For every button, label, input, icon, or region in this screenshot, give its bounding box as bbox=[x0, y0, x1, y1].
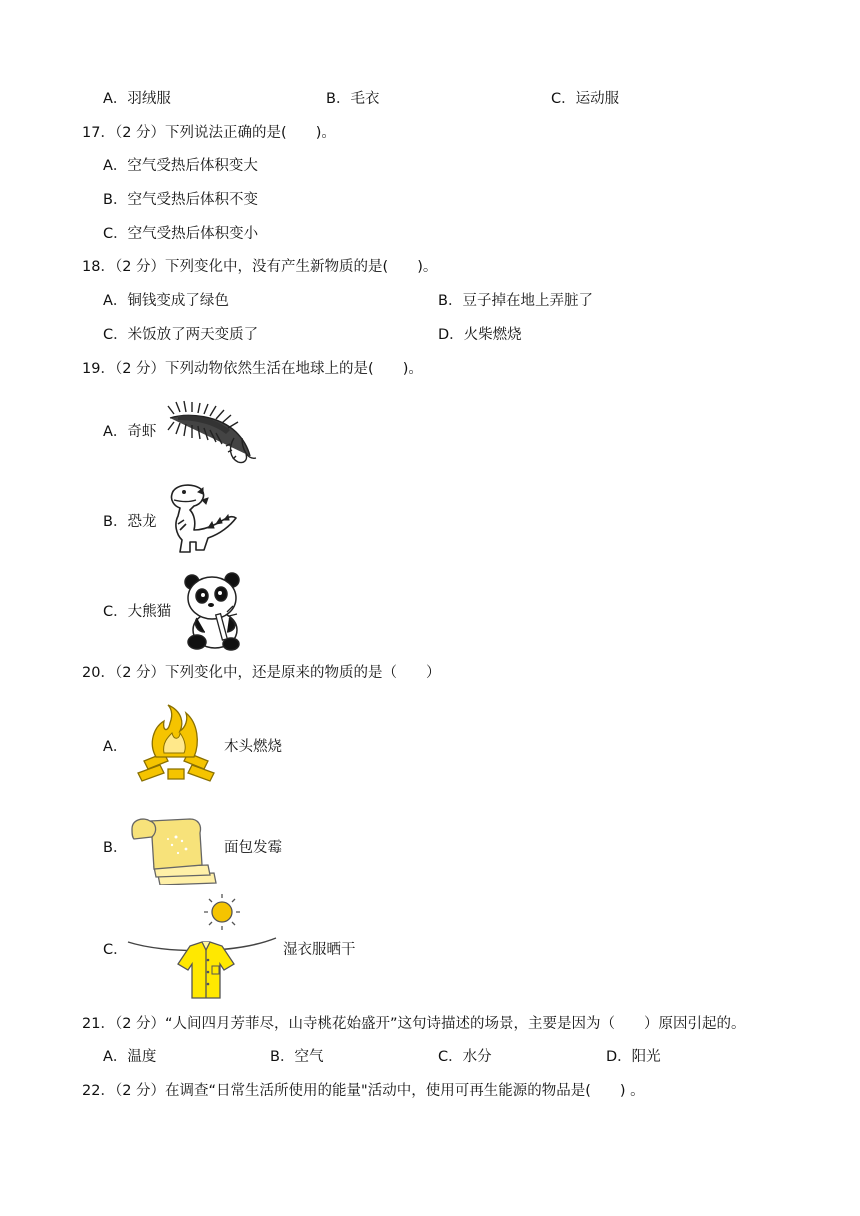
q18-option-c[interactable]: C．米饭放了两天变质了 bbox=[103, 327, 259, 343]
q22-stem: 22．（2 分）在调查“日常生活所使用的能量"活动中，使用可再生能源的物品是( ) 。 bbox=[82, 1083, 645, 1099]
q19-option-b[interactable]: B．恐龙 bbox=[103, 514, 157, 530]
q17-option-a[interactable]: A．空气受热后体积变大 bbox=[103, 158, 258, 174]
q16-option-a[interactable]: A．羽绒服 bbox=[103, 91, 171, 107]
q20-option-a[interactable]: A． bbox=[103, 739, 128, 755]
q18-option-b[interactable]: B．豆子掉在地上弄脏了 bbox=[438, 293, 593, 309]
dinosaur-icon bbox=[164, 480, 240, 558]
q20-option-b[interactable]: B． bbox=[103, 840, 128, 856]
q19-option-a[interactable]: A．奇虾 bbox=[103, 424, 157, 440]
q17-option-c[interactable]: C．空气受热后体积变小 bbox=[103, 226, 259, 242]
panda-icon bbox=[183, 572, 247, 652]
q16-option-b[interactable]: B．毛衣 bbox=[326, 91, 380, 107]
q20-option-b-label: 面包发霉 bbox=[224, 840, 282, 856]
q17-stem: 17．（2 分）下列说法正确的是( )。 bbox=[82, 125, 336, 141]
q20-option-a-label: 木头燃烧 bbox=[224, 739, 282, 755]
q16-option-c[interactable]: C．运动服 bbox=[551, 91, 620, 107]
q21-option-d[interactable]: D．阳光 bbox=[606, 1049, 661, 1065]
drying-shirt-icon bbox=[126, 890, 278, 1004]
q20-option-c[interactable]: C． bbox=[103, 942, 128, 958]
bread-icon bbox=[128, 815, 220, 885]
campfire-icon bbox=[134, 703, 218, 783]
q18-option-d[interactable]: D．火柴燃烧 bbox=[438, 327, 522, 343]
q21-option-a[interactable]: A．温度 bbox=[103, 1049, 157, 1065]
q21-stem: 21．（2 分）“人间四月芳菲尽，山寺桃花始盛开”这句诗描述的场景，主要是因为（ ）原因引起的。 bbox=[82, 1016, 746, 1032]
q21-option-c[interactable]: C．水分 bbox=[438, 1049, 492, 1065]
q21-option-b[interactable]: B．空气 bbox=[270, 1049, 324, 1065]
q19-stem: 19．（2 分）下列动物依然生活在地球上的是( )。 bbox=[82, 361, 423, 377]
q19-option-c[interactable]: C．大熊猫 bbox=[103, 604, 172, 620]
q20-option-c-label: 湿衣服晒干 bbox=[283, 942, 356, 958]
q18-option-a[interactable]: A．铜钱变成了绿色 bbox=[103, 293, 229, 309]
q17-option-b[interactable]: B．空气受热后体积不变 bbox=[103, 192, 258, 208]
q18-stem: 18．（2 分）下列变化中，没有产生新物质的是( )。 bbox=[82, 259, 438, 275]
q20-stem: 20．（2 分）下列变化中，还是原来的物质的是（ ） bbox=[82, 665, 441, 681]
anomalocaris-icon bbox=[164, 398, 258, 468]
